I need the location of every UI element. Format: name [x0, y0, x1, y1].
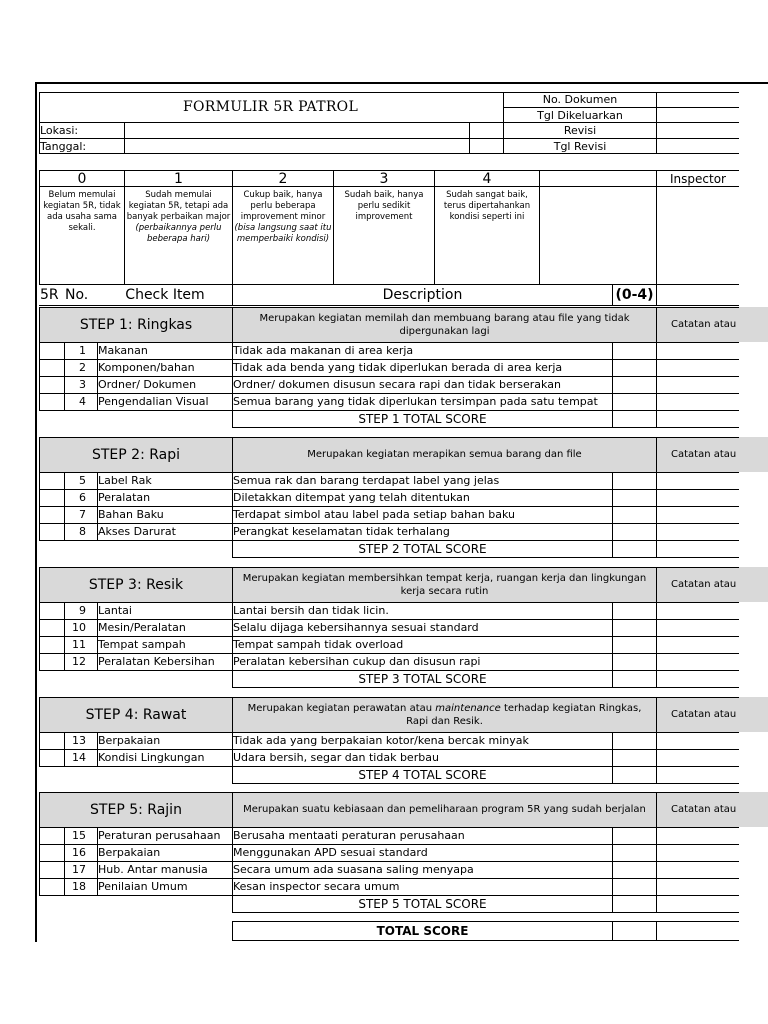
- scale-2-number: 2: [278, 171, 288, 186]
- notes-input[interactable]: [657, 732, 739, 749]
- score-input[interactable]: [613, 523, 656, 540]
- step-total-value[interactable]: [613, 540, 656, 557]
- item-number: 4: [79, 395, 86, 408]
- notes-input[interactable]: [657, 636, 739, 653]
- score-input[interactable]: [613, 472, 656, 489]
- check-item: Peralatan Kebersihan: [98, 655, 215, 668]
- item-number: 12: [72, 655, 86, 668]
- item-description: Berusaha mentaati peraturan perusahaan: [233, 829, 465, 842]
- doc-issued-field[interactable]: [657, 108, 739, 122]
- step-notes-label: Catatan atau: [671, 579, 737, 590]
- score-input[interactable]: [613, 878, 656, 895]
- col-description-header: Description: [382, 287, 463, 303]
- revision-date-label: Tgl Revisi: [553, 140, 607, 153]
- scale-1-number: 1: [174, 171, 183, 186]
- notes-input[interactable]: [657, 359, 739, 376]
- step-total-value[interactable]: [613, 766, 656, 783]
- revision-date-field[interactable]: [657, 139, 739, 154]
- item-number: 8: [79, 525, 86, 538]
- lokasi-field[interactable]: [125, 123, 469, 138]
- step-title: STEP 3: Resik: [88, 576, 184, 593]
- check-item: Komponen/bahan: [98, 361, 195, 374]
- step-title: STEP 5: Rajin: [90, 801, 182, 818]
- item-description: Tidak ada makanan di area kerja: [233, 344, 414, 357]
- score-input[interactable]: [613, 827, 656, 844]
- scale-4-desc: Sudah sangat baik, terus dipertahankan kondisi seperti ini: [443, 190, 531, 222]
- score-input[interactable]: [613, 861, 656, 878]
- check-item: Akses Darurat: [98, 525, 176, 538]
- notes-input[interactable]: [657, 827, 739, 844]
- check-item: Kondisi Lingkungan: [98, 751, 205, 764]
- scale-1-desc: Sudah memulai kegiatan 5R, tetapi ada banyak perbaikan major (perbaikannya perlu beberapa hari): [126, 190, 231, 244]
- step-total-label: STEP 1 TOTAL SCORE: [358, 411, 487, 426]
- step-notes-label: Catatan atau: [671, 804, 737, 815]
- notes-input[interactable]: [657, 602, 739, 619]
- scale-4-number: 4: [482, 171, 492, 186]
- item-description: Semua barang yang tidak diperlukan tersimpan pada satu tempat: [233, 395, 598, 408]
- total-score-value[interactable]: [613, 922, 656, 940]
- check-item: Mesin/Peralatan: [98, 621, 186, 634]
- score-input[interactable]: [613, 602, 656, 619]
- score-input[interactable]: [613, 619, 656, 636]
- item-number: 7: [79, 508, 86, 521]
- notes-input[interactable]: [657, 472, 739, 489]
- item-number: 17: [72, 863, 86, 876]
- col-score-header: (0-4): [615, 287, 654, 303]
- step-total-value[interactable]: [613, 670, 656, 687]
- step-total-value[interactable]: [613, 410, 656, 427]
- check-item: Label Rak: [98, 474, 152, 487]
- step-title: STEP 2: Rapi: [91, 446, 181, 463]
- notes-input[interactable]: [657, 506, 739, 523]
- item-description: Peralatan kebersihan cukup dan disusun rapi: [233, 655, 481, 668]
- item-number: 13: [72, 734, 86, 747]
- form-title: FORMULIR 5R PATROL: [182, 99, 359, 115]
- item-number: 15: [72, 829, 86, 842]
- item-description: Terdapat simbol atau label pada setiap bahan baku: [233, 508, 515, 521]
- step-title: STEP 1: Ringkas: [79, 316, 193, 333]
- item-description: Tidak ada benda yang tidak diperlukan berada di area kerja: [233, 361, 563, 374]
- notes-input[interactable]: [657, 393, 739, 410]
- item-description: Kesan inspector secara umum: [233, 880, 400, 893]
- score-input[interactable]: [613, 636, 656, 653]
- item-number: 9: [79, 604, 86, 617]
- doc-no-field[interactable]: [657, 92, 739, 107]
- revision-field[interactable]: [657, 123, 739, 138]
- item-description: Tempat sampah tidak overload: [233, 638, 404, 651]
- col-5r-header: 5R: [40, 287, 59, 303]
- col-check-item-header: Check Item: [125, 287, 205, 303]
- score-input[interactable]: [613, 506, 656, 523]
- item-description: Secara umum ada suasana saling menyapa: [233, 863, 474, 876]
- score-input[interactable]: [613, 359, 656, 376]
- scale-2-desc: Cukup baik, hanya perlu beberapa improvement minor (bisa langsung saat itu memperbaiki kondisi): [234, 190, 332, 244]
- item-number: 1: [79, 344, 86, 357]
- check-item: Berpakaian: [98, 846, 161, 859]
- notes-input[interactable]: [657, 489, 739, 506]
- check-item: Tempat sampah: [98, 638, 186, 651]
- check-item: Ordner/ Dokumen: [98, 378, 197, 391]
- item-number: 14: [72, 751, 86, 764]
- notes-input[interactable]: [657, 861, 739, 878]
- item-description: Diletakkan ditempat yang telah ditentukan: [233, 491, 470, 504]
- score-input[interactable]: [613, 489, 656, 506]
- scale-0-number: 0: [77, 171, 87, 186]
- item-description: Menggunakan APD sesuai standard: [233, 846, 428, 859]
- check-item: Peraturan perusahaan: [98, 829, 221, 842]
- check-item: Bahan Baku: [98, 508, 164, 521]
- step-description: Merupakan suatu kebiasaan dan pemeliharaan program 5R yang sudah berjalan: [243, 804, 646, 815]
- score-input[interactable]: [613, 749, 656, 766]
- notes-input[interactable]: [657, 523, 739, 540]
- item-number: 10: [72, 621, 86, 634]
- step-total-label: STEP 3 TOTAL SCORE: [358, 671, 487, 686]
- doc-no-label: No. Dokumen: [542, 93, 618, 106]
- step-notes-label: Catatan atau: [671, 319, 737, 330]
- item-number: 3: [79, 378, 86, 391]
- item-number: 2: [79, 361, 86, 374]
- scale-0-desc: Belum memulai kegiatan 5R, tidak ada usaha sama sekali.: [43, 190, 121, 233]
- doc-issued-label: Tgl Dikeluarkan: [537, 108, 623, 122]
- score-input[interactable]: [613, 844, 656, 861]
- score-input[interactable]: [613, 342, 656, 359]
- scale-3-number: 3: [379, 171, 389, 186]
- notes-input[interactable]: [657, 844, 739, 861]
- check-item: Pengendalian Visual: [98, 395, 209, 408]
- step-notes-label: Catatan atau: [671, 449, 737, 460]
- item-description: Udara bersih, segar dan tidak berbau: [233, 751, 439, 764]
- check-item: Lantai: [98, 604, 132, 617]
- step-total-label: STEP 4 TOTAL SCORE: [358, 767, 487, 782]
- notes-input[interactable]: [657, 749, 739, 766]
- item-description: Perangkat keselamatan tidak terhalang: [233, 525, 450, 538]
- item-number: 6: [79, 491, 86, 504]
- notes-input[interactable]: [657, 376, 739, 393]
- revision-label: Revisi: [563, 124, 597, 137]
- step-notes-label: Catatan atau: [671, 709, 737, 720]
- score-input[interactable]: [613, 376, 656, 393]
- tanggal-field[interactable]: [125, 139, 469, 154]
- item-number: 11: [72, 638, 86, 651]
- check-item: Berpakaian: [98, 734, 161, 747]
- col-no-header: No.: [65, 287, 89, 303]
- lokasi-label: Lokasi:: [40, 124, 79, 137]
- notes-input[interactable]: [657, 619, 739, 636]
- item-number: 16: [72, 846, 86, 859]
- step-description: Merupakan kegiatan merapikan semua barang dan file: [307, 449, 582, 460]
- notes-input[interactable]: [657, 342, 739, 359]
- step-total-label: STEP 2 TOTAL SCORE: [358, 541, 487, 556]
- item-description: Tidak ada yang berpakaian kotor/kena bercak minyak: [233, 734, 529, 747]
- item-number: 18: [72, 880, 86, 893]
- score-input[interactable]: [613, 653, 656, 670]
- check-item: Makanan: [98, 344, 148, 357]
- item-number: 5: [79, 474, 86, 487]
- notes-input[interactable]: [657, 878, 739, 895]
- check-item: Penilaian Umum: [98, 880, 188, 893]
- item-description: Lantai bersih dan tidak licin.: [233, 604, 389, 617]
- item-description: Ordner/ dokumen disusun secara rapi dan tidak berserakan: [233, 378, 561, 391]
- notes-input[interactable]: [657, 653, 739, 670]
- inspector-label: Inspector: [670, 171, 726, 186]
- step-title: STEP 4: Rawat: [85, 706, 187, 723]
- score-input[interactable]: [613, 393, 656, 410]
- tanggal-label: Tanggal:: [40, 140, 87, 153]
- check-item: Peralatan: [98, 491, 151, 504]
- total-score-label: TOTAL SCORE: [376, 924, 469, 938]
- scale-3-desc: Sudah baik, hanya perlu sedikit improvement: [344, 190, 424, 222]
- step-description: Merupakan kegiatan memilah dan membuang barang atau file yang tidak dipergunakan lagi: [259, 312, 630, 337]
- step-description: Merupakan kegiatan membersihkan tempat kerja, ruangan kerja dan lingkungan kerja secara rutin: [242, 572, 647, 597]
- check-item: Hub. Antar manusia: [98, 863, 208, 876]
- step-total-value[interactable]: [613, 895, 656, 912]
- item-description: Semua rak dan barang terdapat label yang jelas: [233, 474, 500, 487]
- item-description: Selalu dijaga kebersihannya sesuai standard: [233, 621, 479, 634]
- step-description: Merupakan kegiatan perawatan atau maintenance terhadap kegiatan Ringkas, Rapi dan Resik.: [247, 702, 642, 727]
- step-total-label: STEP 5 TOTAL SCORE: [358, 896, 487, 911]
- score-input[interactable]: [613, 732, 656, 749]
